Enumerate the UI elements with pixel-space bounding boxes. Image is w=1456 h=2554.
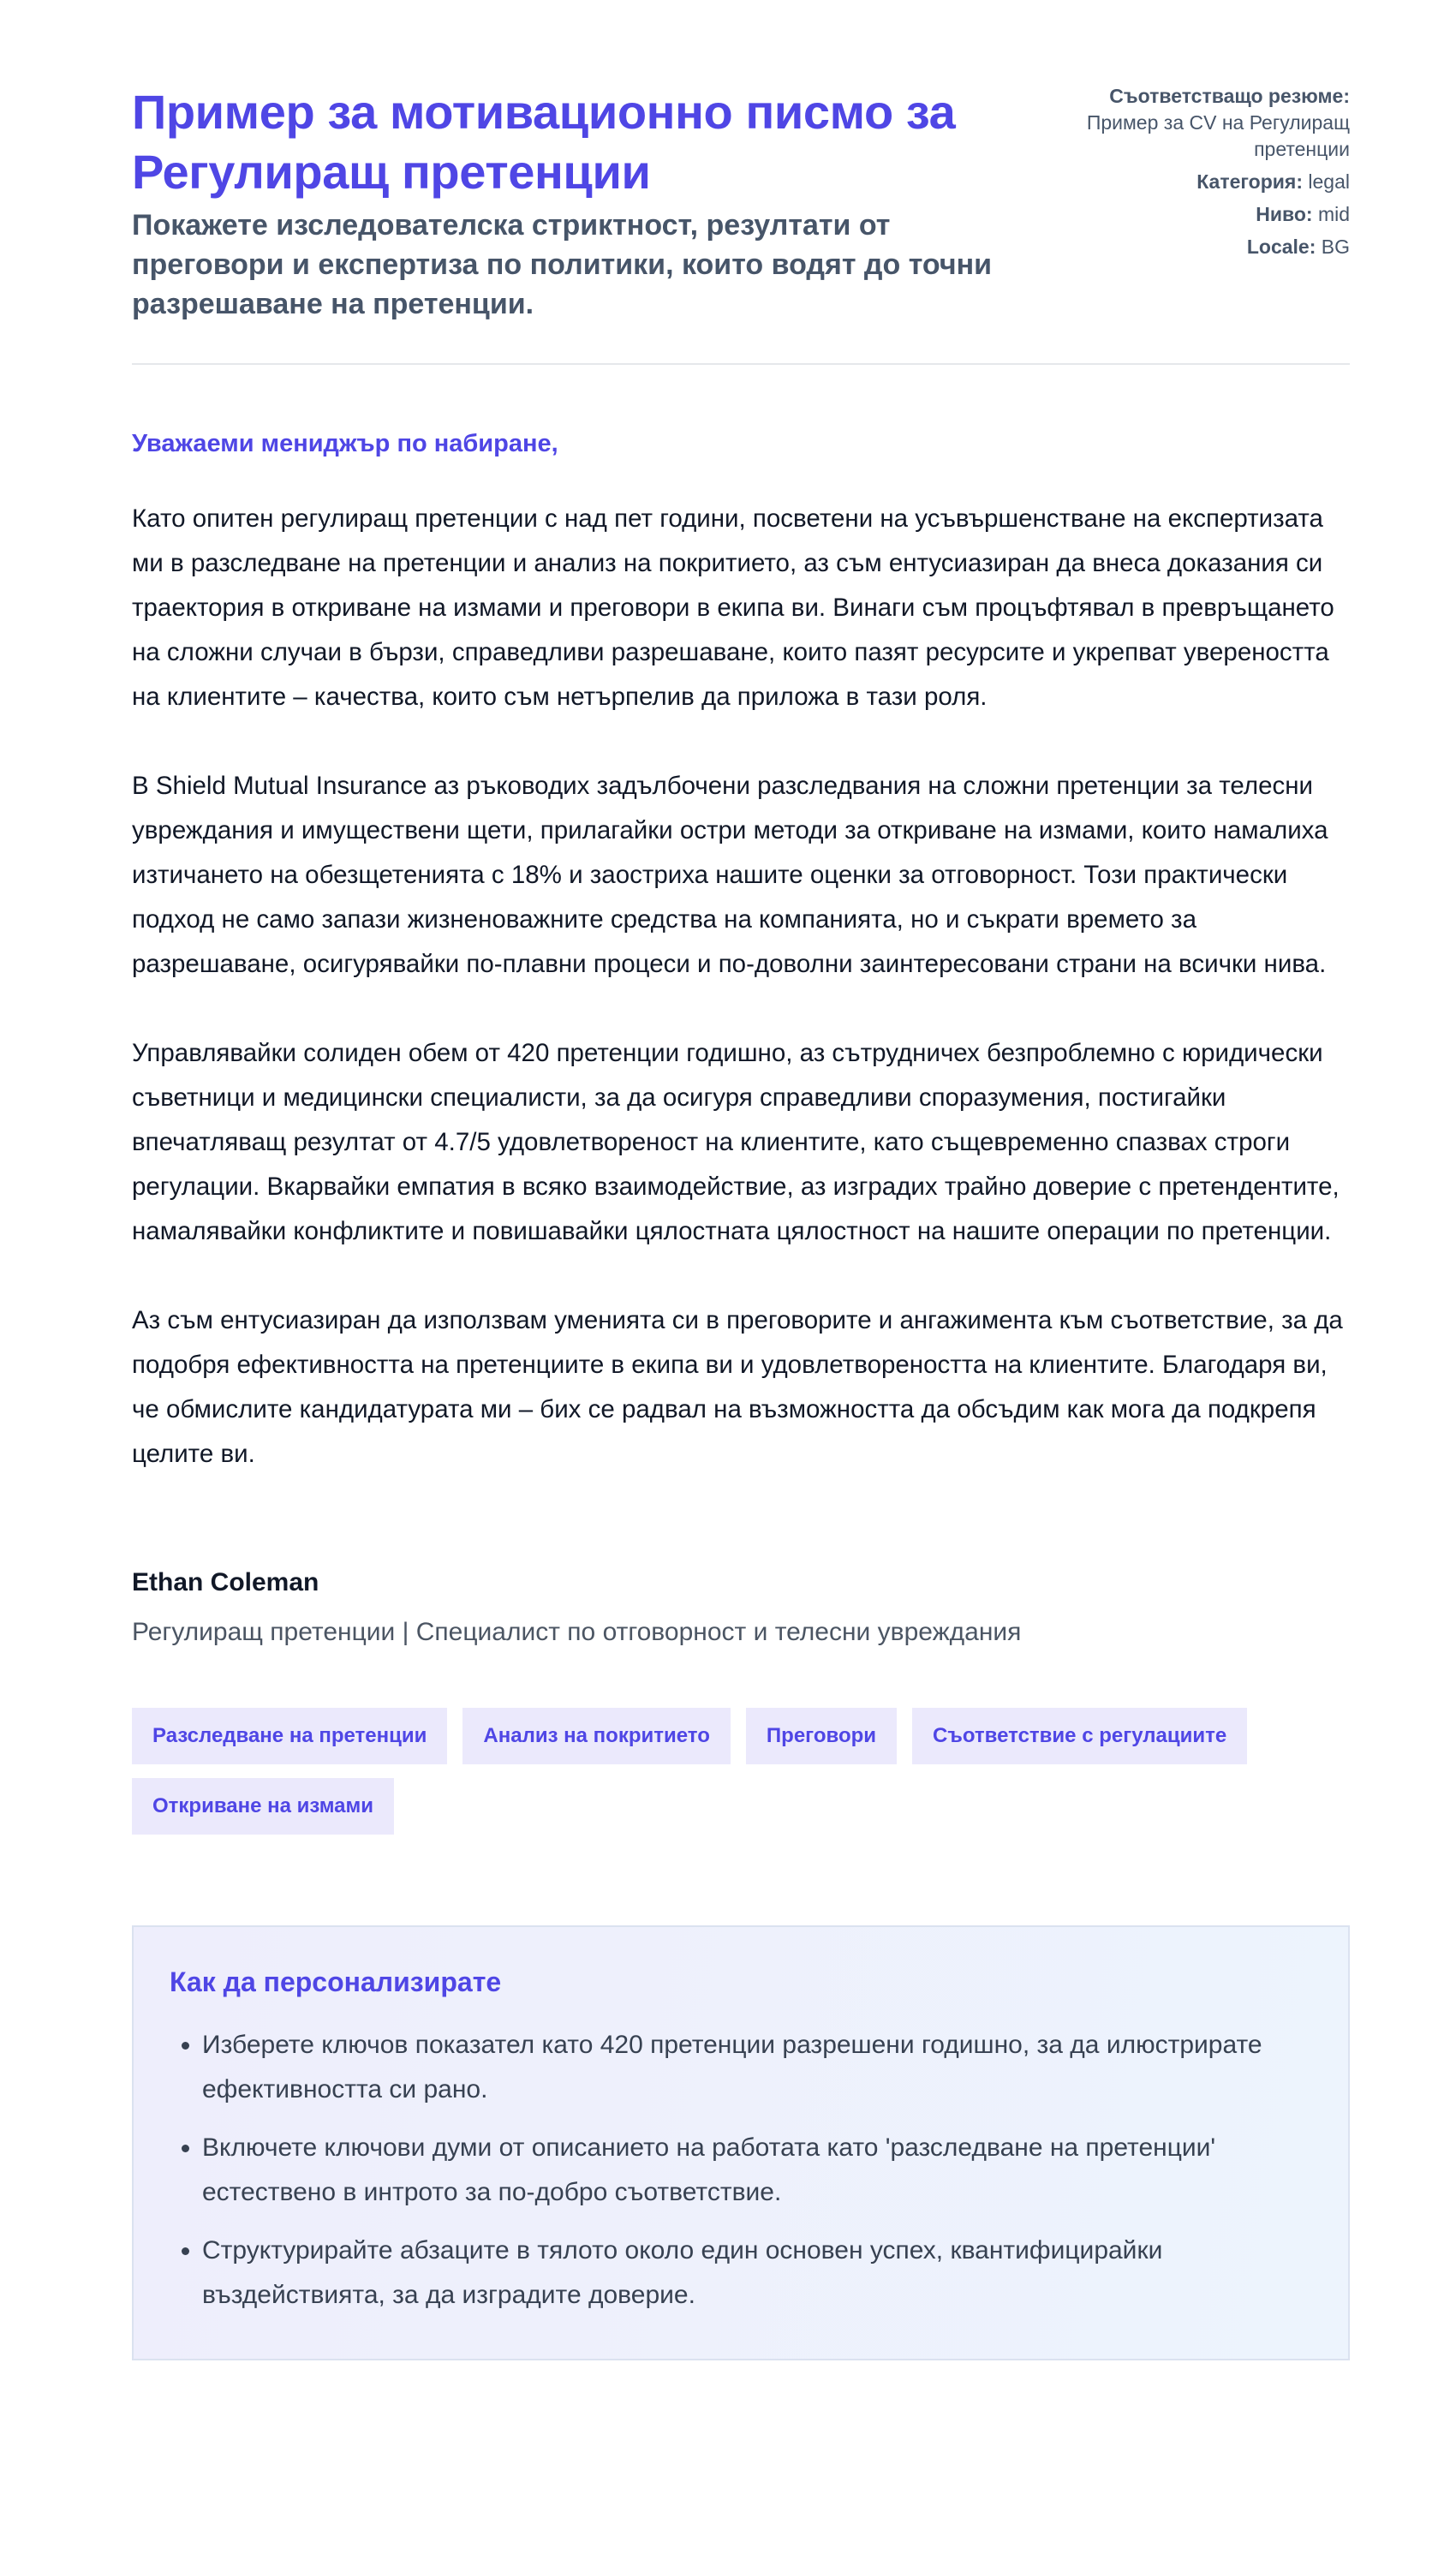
meta-resume-label: Съответстващо резюме: <box>1109 85 1350 107</box>
header-titles <box>132 82 1023 324</box>
letter-paragraph: Аз съм ентусиазиран да използвам уменията си в преговорите и ангажимента към съответствие, за да подобря ефективността на претенциите в екипа ви и удовлетвореността на клиентите. Благодаря ви, че обмислите кандидатурата ми – бих се радвал на възможността да обсъдим как мога да подкрепя целите ви. <box>132 1306 1343 1468</box>
tips-list <box>170 2023 1312 2318</box>
skill-tag: Откриване на измами <box>132 1778 394 1835</box>
letter-body <box>132 497 1350 1477</box>
signature-name: Ethan Coleman <box>132 1568 319 1596</box>
tip-item: • Включете ключови думи от описанието на работата като 'разследване на претенции' естествено в интрото за по-добро съответствие. <box>202 2126 1312 2215</box>
page-title: Пример за мотивационно писмо за Регулиращ претенции <box>132 85 956 199</box>
letter-paragraph: Като опитен регулиращ претенции с над пет години, посветени на усъвършенстване на експертизата ми в разследване на претенции и анализ на покритието, аз съм ентусиазиран да внеса доказания си траектория в откриване на измами и преговори в екипа ви. Винаги съм процъфтявал в превръщането на сложни случаи в бързи, справедливи разрешаване, които пазят ресурсите и укрепват увереността на клиентите – качества, които съм нетърпелив да приложа в тази роля. <box>132 504 1334 711</box>
skill-tag: Съответствие с регулациите <box>912 1708 1247 1764</box>
letter-paragraph: В Shield Mutual Insurance аз ръководих задълбочени разследвания на сложни претенции за телесни увреждания и имуществени щети, прилагайки остри методи за откриване на измами, които намалиха изтичането на обезщетенията с 18% и заостриха нашите оценки за отговорност. Този практически подход не само запази жизненоважните средства на компанията, но и съкрати времето за разрешаване, осигурявайки по-плавни процеси и по-доволни заинтересовани страни на всички нива. <box>132 772 1328 978</box>
meta-panel <box>1024 82 1350 266</box>
meta-level-label: Ниво: <box>1256 203 1313 225</box>
meta-resume <box>1024 83 1350 163</box>
meta-resume-value: Пример за CV на Регулиращ претенции <box>1086 111 1350 160</box>
meta-level-value: mid <box>1317 203 1350 225</box>
tips-title: Как да персонализирате <box>170 1966 502 1997</box>
header-divider <box>132 363 1350 365</box>
tip-item: • Изберете ключов показател като 420 претенции разрешени годишно, за да илюстрирате ефективността си рано. <box>202 2023 1312 2112</box>
meta-level <box>1024 201 1350 228</box>
signature-role: Регулиращ претенции | Специалист по отговорност и телесни увреждания <box>132 1618 1022 1646</box>
page-subtitle: Покажете изследователска стриктност, резултати от преговори и експертиза по политики, които водят до точни разрешаване на претенции. <box>132 209 993 320</box>
meta-locale-value: BG <box>1321 236 1350 258</box>
meta-category <box>1024 169 1350 195</box>
meta-locale <box>1024 234 1350 260</box>
salutation: Уважаеми мениджър по набиране, <box>132 430 558 457</box>
header <box>132 82 1350 324</box>
skill-tags <box>132 1708 1350 1835</box>
letter-paragraph: Управлявайки солиден обем от 420 претенции годишно, аз сътрудничех безпроблемно с юридически съветници и медицински специалисти, за да осигуря справедливи споразумения, постигайки впечатляващ резултат от 4.7/5 удовлетвореност на клиентите, като същевременно спазвах строги регулации. Вкарвайки емпатия в всяко взаимодействие, аз изградих трайно доверие с претендентите, намалявайки конфликтите и повишавайки цялостната цялостност на нашите операции по претенции. <box>132 1039 1340 1245</box>
tip-item: • Структурирайте абзаците в тялото около един основен успех, квантифицирайки въздействията, за да изградите доверие. <box>202 2229 1312 2318</box>
skill-tag: Анализ на покритието <box>462 1708 731 1764</box>
meta-category-label: Категория: <box>1196 170 1303 193</box>
skill-tag: Преговори <box>746 1708 897 1764</box>
meta-locale-label: Locale: <box>1246 236 1316 258</box>
customization-tips-box <box>132 1925 1350 2360</box>
skill-tag: Разследване на претенции <box>132 1708 447 1764</box>
meta-category-value: legal <box>1308 170 1350 193</box>
